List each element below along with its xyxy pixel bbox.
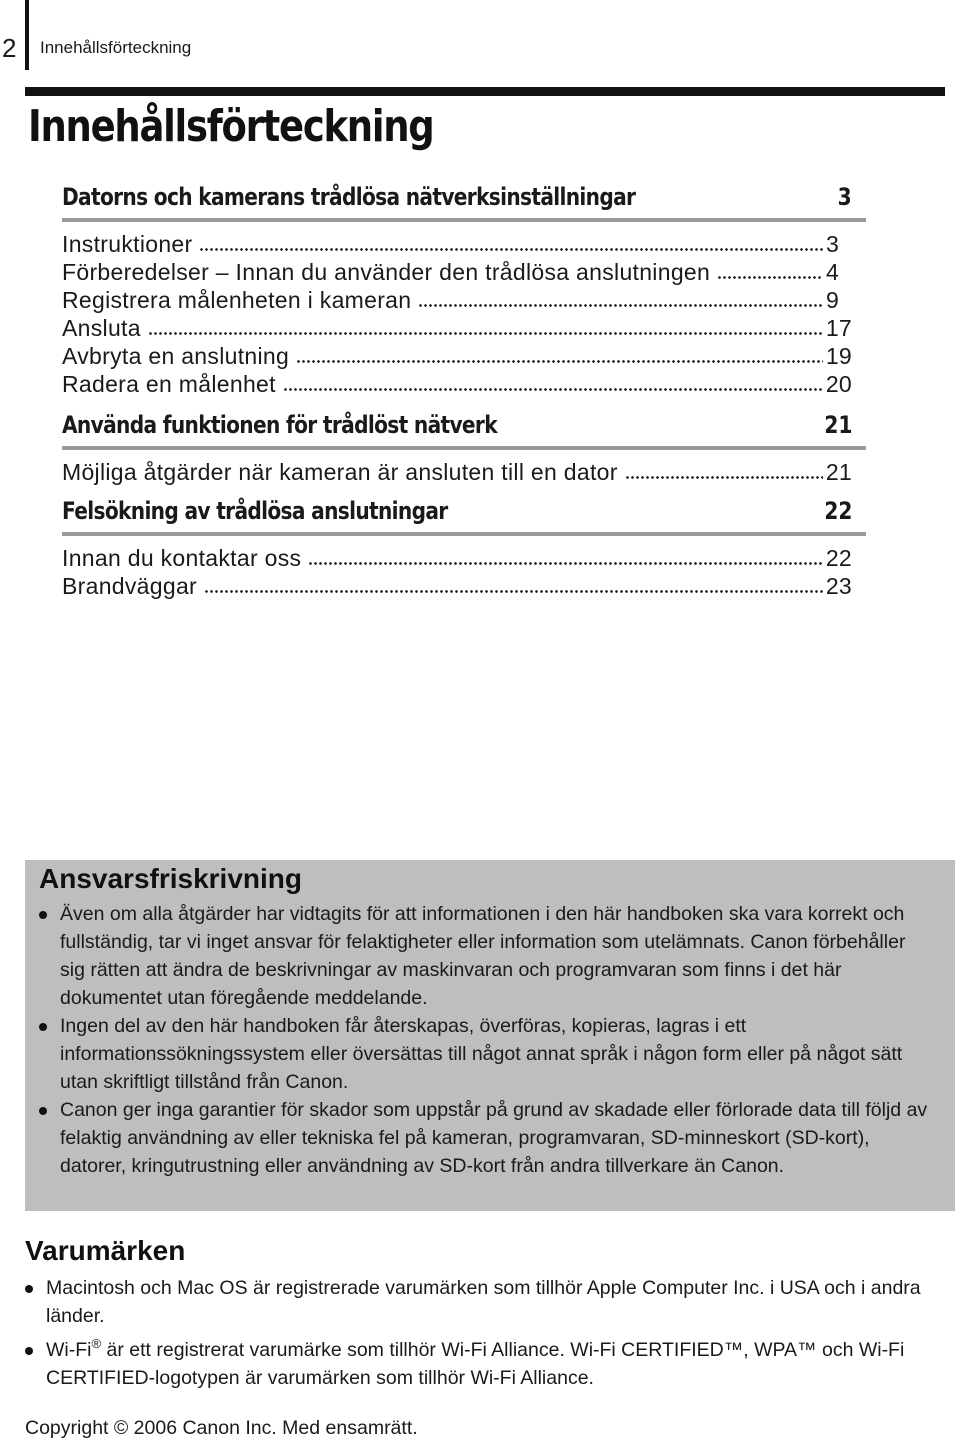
toc-entry-page: 21 <box>825 459 852 485</box>
dot-leader <box>717 258 823 280</box>
dot-leader <box>283 370 823 392</box>
toc-entry[interactable] <box>62 370 852 398</box>
toc-entry-page: 3 <box>826 231 840 257</box>
toc-entry[interactable] <box>62 544 852 572</box>
toc-entry-text: Brandväggar <box>62 573 197 599</box>
toc-entries <box>62 450 852 496</box>
toc-section-title: Felsökning av trådlösa anslutningar <box>62 497 448 525</box>
bullet-icon <box>39 1107 47 1115</box>
bullet-icon <box>39 1023 47 1031</box>
registered-mark: ® <box>91 1336 102 1351</box>
toc-section <box>62 170 852 408</box>
toc-section-heading[interactable] <box>62 408 866 450</box>
toc-entry-page: 22 <box>825 545 852 571</box>
toc-section-title: Använda funktionen för trådlöst nätverk <box>62 411 497 439</box>
toc-entry-page: 23 <box>825 573 852 599</box>
trademark-item-text: är ett registrerat varumärke som tillhör Wi-Fi Alliance. Wi-Fi CERTIFIED™, WPA™ och Wi-Fi CERTIFIED-logotypen är varumärken som tillhör Wi-Fi Alliance. <box>46 1339 905 1389</box>
toc-entry-page: 17 <box>825 315 852 341</box>
toc-section-page: 21 <box>823 411 852 439</box>
toc-entry[interactable] <box>62 342 852 370</box>
toc-entry-text: Radera en målenhet <box>62 371 276 397</box>
dot-leader <box>148 314 823 336</box>
toc-entry-page: 4 <box>826 259 840 285</box>
toc-entry-text: Möjliga åtgärder när kameran är ansluten till en dator <box>62 459 618 485</box>
bullet-icon <box>25 1347 33 1355</box>
dot-leader <box>625 458 823 480</box>
toc-entry-text: Innan du kontaktar oss <box>62 545 302 571</box>
toc-entry[interactable] <box>62 286 852 314</box>
disclaimer-item-text: Även om alla åtgärder har vidtagits för att informationen i den här handboken ska vara korrekt och fullständig, tar vi inget ansvar för felaktigheter eller information som utelämnats. Canon förbehåller sig rätten att ändra de beskrivningar av maskinvaran och programvaran som finns i det här dokumentet utan föregående meddelande. <box>60 903 906 1009</box>
trademarks-section <box>25 1234 925 1398</box>
toc-section <box>62 496 852 610</box>
copyright-notice: Copyright © 2006 Canon Inc. Med ensamrätt. <box>25 1417 418 1439</box>
dot-leader <box>204 572 823 594</box>
disclaimer-list <box>39 900 935 1180</box>
list-item <box>25 1274 925 1330</box>
toc-entry[interactable] <box>62 458 852 486</box>
toc-entries <box>62 222 852 408</box>
trademark-item-text: Macintosh och Mac OS är registrerade varumärken som tillhör Apple Computer Inc. i USA och i andra länder. <box>46 1277 921 1327</box>
toc-entry-text: Registrera målenheten i kameran <box>62 287 412 313</box>
disclaimer-title: Ansvarsfriskrivning <box>39 863 302 894</box>
running-head: Innehållsförteckning <box>40 38 192 57</box>
toc-section-page: 3 <box>837 183 852 211</box>
toc-entry-page: 19 <box>825 343 852 369</box>
list-item <box>25 1336 925 1392</box>
toc-entry-text: Instruktioner <box>62 231 193 257</box>
toc-entry-text: Avbryta en anslutning <box>62 343 290 369</box>
toc-section-title: Datorns och kamerans trådlösa nätverksinställningar <box>62 183 636 211</box>
disclaimer-item-text: Canon ger inga garantier för skador som uppstår på grund av skadade eller förlorade data till följd av felaktig användning av eller tekniska fel på kameran, programvaran, SD-minneskort (SD-kort), datorer, kringutrustning eller användning av SD-kort från andra tillverkare än Canon. <box>60 1099 928 1177</box>
disclaimer-box <box>25 860 955 1211</box>
toc-entry-text: Ansluta <box>62 315 141 341</box>
toc-entry[interactable] <box>62 230 852 258</box>
page-header <box>0 0 960 90</box>
dot-leader <box>418 286 823 308</box>
dot-leader <box>308 544 823 566</box>
bullet-icon <box>25 1285 33 1293</box>
toc-section-heading[interactable] <box>62 496 866 536</box>
dot-leader <box>199 230 823 252</box>
toc-entry[interactable] <box>62 258 852 286</box>
toc-entry[interactable] <box>62 314 852 342</box>
page-title: Innehållsförteckning <box>28 101 434 152</box>
toc-entry-page: 9 <box>826 287 840 313</box>
table-of-contents <box>62 170 852 610</box>
toc-section <box>62 408 852 496</box>
toc-entry-page: 20 <box>825 371 852 397</box>
trademarks-title: Varumärken <box>25 1235 186 1266</box>
toc-section-heading[interactable] <box>62 170 866 222</box>
disclaimer-item-text: Ingen del av den här handboken får återskapas, överföras, kopieras, lagras i ett informationssökningssystem eller översättas till något annat språk i någon form eller på något sätt utan skriftligt tillstånd från Canon. <box>60 1015 903 1093</box>
toc-section-page: 22 <box>823 497 852 525</box>
list-item <box>39 1096 935 1180</box>
title-rule <box>25 87 945 96</box>
list-item <box>39 900 935 1012</box>
list-item <box>39 1012 935 1096</box>
dot-leader <box>296 342 823 364</box>
bullet-icon <box>39 911 47 919</box>
toc-entries <box>62 536 852 610</box>
trademarks-list <box>25 1274 925 1392</box>
page-number: 2 <box>2 33 17 63</box>
trademark-item-lead: Wi-Fi <box>46 1339 92 1361</box>
toc-entry[interactable] <box>62 572 852 600</box>
toc-entry-text: Förberedelser – Innan du använder den trådlösa anslutningen <box>62 259 711 285</box>
header-vertical-rule <box>25 0 29 70</box>
